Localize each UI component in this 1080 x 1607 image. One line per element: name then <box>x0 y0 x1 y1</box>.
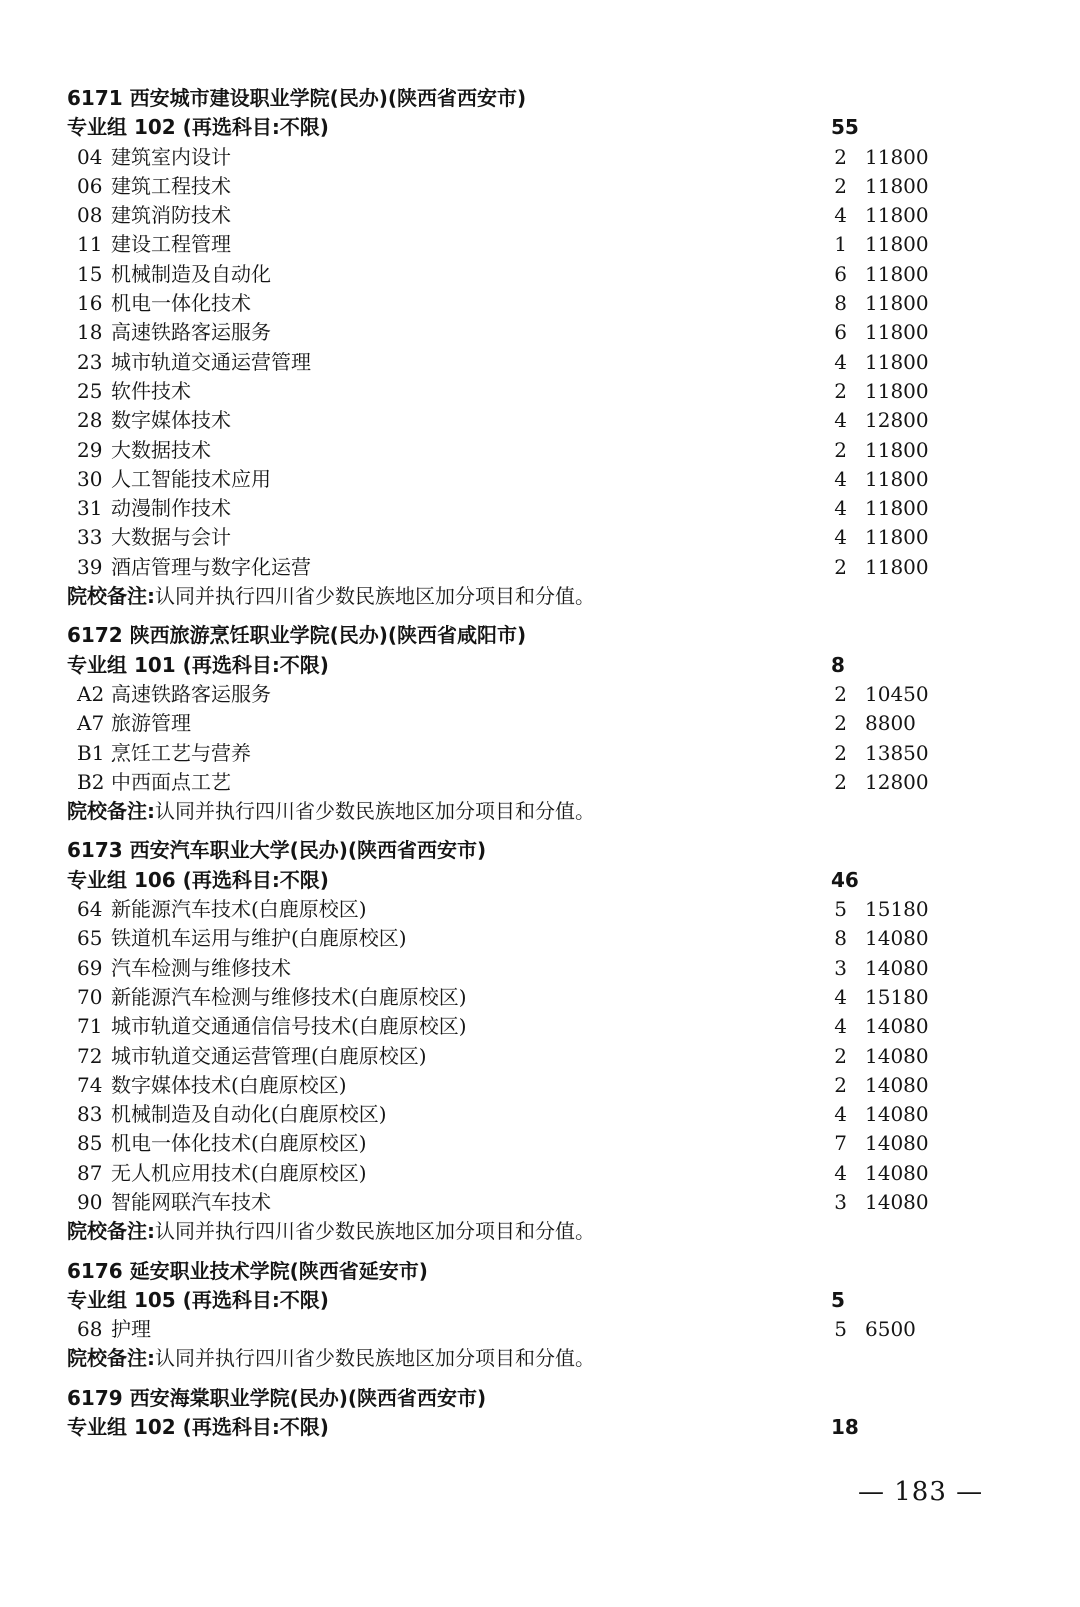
major-row <box>67 1071 967 1100</box>
major-fee: 14080 <box>865 955 929 980</box>
major-count: 2 <box>834 1072 847 1097</box>
major-row <box>67 318 967 347</box>
major-count: 2 <box>834 173 847 198</box>
major-name: 大数据技术 <box>111 437 211 462</box>
major-count: 4 <box>834 408 847 433</box>
major-fee: 15180 <box>865 984 929 1009</box>
major-count: 8 <box>834 291 847 316</box>
college-title: 6179 西安海棠职业学院(民办)(陕西省西安市) <box>67 1385 487 1410</box>
college-block <box>67 1384 967 1443</box>
major-fee: 11800 <box>865 349 929 374</box>
remark-text: 认同并执行四川省少数民族地区加分项目和分值。 <box>155 584 595 609</box>
college-title: 6171 西安城市建设职业学院(民办)(陕西省西安市) <box>67 86 527 110</box>
major-name: 高速铁路客运服务 <box>111 320 271 345</box>
major-name: 酒店管理与数字化运营 <box>111 554 311 579</box>
major-fee: 14080 <box>865 1014 929 1039</box>
major-count: 3 <box>834 1189 847 1214</box>
major-name: 护理 <box>111 1317 151 1342</box>
major-name: 机械制造及自动化 <box>111 261 271 286</box>
major-fee: 11800 <box>865 291 929 316</box>
major-count: 1 <box>834 232 847 257</box>
major-code: 39 <box>77 554 103 579</box>
major-code: 87 <box>77 1160 103 1185</box>
major-code: 23 <box>77 349 103 374</box>
major-fee: 12800 <box>865 769 929 794</box>
major-code: 64 <box>77 897 103 922</box>
major-name: 建筑工程技术 <box>111 173 231 198</box>
major-fee: 14080 <box>865 1189 929 1214</box>
major-code: 70 <box>77 984 103 1009</box>
major-code: 71 <box>77 1014 103 1039</box>
major-fee: 11800 <box>865 232 929 257</box>
major-name: 大数据与会计 <box>111 525 231 550</box>
major-group-count: 46 <box>831 867 859 892</box>
major-code: 90 <box>77 1189 103 1214</box>
college-remark <box>67 1344 967 1373</box>
major-fee: 11800 <box>865 525 929 550</box>
major-fee: 11800 <box>865 320 929 345</box>
major-row <box>67 1012 967 1041</box>
major-count: 6 <box>834 261 847 286</box>
major-row <box>67 1042 967 1071</box>
major-code: A2 <box>77 681 105 706</box>
major-group-label: 专业组 106 (再选科目:不限) <box>67 867 329 892</box>
major-fee: 14080 <box>865 1160 929 1185</box>
major-fee: 11800 <box>865 144 929 169</box>
major-count: 4 <box>834 1102 847 1127</box>
major-code: 16 <box>77 291 103 316</box>
major-count: 2 <box>834 437 847 462</box>
major-row <box>67 436 967 465</box>
major-fee: 14080 <box>865 1131 929 1156</box>
remark-label: 院校备注: <box>67 799 155 824</box>
major-group-row <box>67 1413 967 1442</box>
major-group-count: 5 <box>831 1287 845 1312</box>
major-row <box>67 143 967 172</box>
major-fee: 11800 <box>865 378 929 403</box>
major-row <box>67 680 967 709</box>
major-row <box>67 289 967 318</box>
remark-label: 院校备注: <box>67 584 155 609</box>
college-block <box>67 1257 967 1374</box>
major-name: 烹饪工艺与营养 <box>111 740 251 765</box>
remark-text: 认同并执行四川省少数民族地区加分项目和分值。 <box>155 1346 595 1371</box>
major-row <box>67 1188 967 1217</box>
major-count: 4 <box>834 984 847 1009</box>
major-row <box>67 1315 967 1344</box>
major-name: 机电一体化技术 <box>111 291 251 316</box>
major-row <box>67 406 967 435</box>
major-row <box>67 230 967 259</box>
major-name: 高速铁路客运服务 <box>111 681 271 706</box>
major-group-row <box>67 113 967 142</box>
major-name: 无人机应用技术(白鹿原校区) <box>111 1160 367 1185</box>
major-count: 6 <box>834 320 847 345</box>
major-row <box>67 739 967 768</box>
major-group-row <box>67 1286 967 1315</box>
major-group-row <box>67 866 967 895</box>
major-fee: 6500 <box>865 1317 916 1342</box>
college-block <box>67 84 967 611</box>
major-code: 83 <box>77 1102 103 1127</box>
major-count: 4 <box>834 496 847 521</box>
major-code: 68 <box>77 1317 103 1342</box>
major-row <box>67 954 967 983</box>
major-name: 软件技术 <box>111 378 191 403</box>
major-group-label: 专业组 102 (再选科目:不限) <box>67 115 329 140</box>
remark-text: 认同并执行四川省少数民族地区加分项目和分值。 <box>155 799 595 824</box>
major-code: 06 <box>77 173 103 198</box>
college-remark <box>67 582 967 611</box>
major-code: 04 <box>77 144 103 169</box>
major-name: 旅游管理 <box>111 711 191 736</box>
major-code: 74 <box>77 1072 103 1097</box>
major-count: 2 <box>834 769 847 794</box>
major-name: 人工智能技术应用 <box>111 466 271 491</box>
major-name: 新能源汽车检测与维修技术(白鹿原校区) <box>111 984 467 1009</box>
major-code: B1 <box>77 740 105 765</box>
college-title: 6176 延安职业技术学院(陕西省延安市) <box>67 1258 428 1283</box>
major-fee: 11800 <box>865 173 929 198</box>
major-fee: 14080 <box>865 1072 929 1097</box>
major-row <box>67 465 967 494</box>
major-count: 2 <box>834 681 847 706</box>
major-group-count: 18 <box>831 1415 859 1440</box>
college-block <box>67 621 967 826</box>
major-row <box>67 983 967 1012</box>
major-code: 11 <box>77 232 103 257</box>
major-code: 18 <box>77 320 103 345</box>
major-row <box>67 523 967 552</box>
major-count: 7 <box>834 1131 847 1156</box>
major-fee: 14080 <box>865 1043 929 1068</box>
major-code: 15 <box>77 261 103 286</box>
major-name: 建设工程管理 <box>111 232 231 257</box>
major-row <box>67 895 967 924</box>
major-name: 动漫制作技术 <box>111 496 231 521</box>
major-row <box>67 377 967 406</box>
college-title: 6173 西安汽车职业大学(民办)(陕西省西安市) <box>67 838 487 863</box>
major-count: 8 <box>834 926 847 951</box>
major-code: 28 <box>77 408 103 433</box>
college-title: 6172 陕西旅游烹饪职业学院(民办)(陕西省咸阳市) <box>67 623 527 648</box>
major-fee: 14080 <box>865 926 929 951</box>
major-name: 机电一体化技术(白鹿原校区) <box>111 1131 367 1156</box>
major-code: 69 <box>77 955 103 980</box>
college-remark <box>67 797 967 826</box>
major-count: 3 <box>834 955 847 980</box>
major-code: 85 <box>77 1131 103 1156</box>
major-group-label: 专业组 105 (再选科目:不限) <box>67 1287 329 1312</box>
remark-label: 院校备注: <box>67 1219 155 1244</box>
major-code: 30 <box>77 466 103 491</box>
major-row <box>67 924 967 953</box>
major-fee: 12800 <box>865 408 929 433</box>
admission-list <box>67 84 967 1442</box>
major-code: 72 <box>77 1043 103 1068</box>
major-fee: 11800 <box>865 466 929 491</box>
major-name: 新能源汽车技术(白鹿原校区) <box>111 897 367 922</box>
major-row <box>67 260 967 289</box>
college-block <box>67 836 967 1246</box>
major-code: 08 <box>77 203 103 228</box>
major-name: 城市轨道交通运营管理 <box>111 349 311 374</box>
major-name: 数字媒体技术(白鹿原校区) <box>111 1072 347 1097</box>
major-count: 4 <box>834 203 847 228</box>
major-code: 33 <box>77 525 103 550</box>
major-row <box>67 709 967 738</box>
major-name: 中西面点工艺 <box>111 769 231 794</box>
major-fee: 11800 <box>865 437 929 462</box>
major-name: 建筑室内设计 <box>111 144 231 169</box>
major-fee: 14080 <box>865 1102 929 1127</box>
college-remark <box>67 1217 967 1246</box>
major-name: 城市轨道交通运营管理(白鹿原校区) <box>111 1043 427 1068</box>
major-fee: 13850 <box>865 740 929 765</box>
major-count: 2 <box>834 378 847 403</box>
major-name: 机械制造及自动化(白鹿原校区) <box>111 1102 387 1127</box>
major-name: 建筑消防技术 <box>111 203 231 228</box>
major-name: 汽车检测与维修技术 <box>111 955 291 980</box>
major-row <box>67 348 967 377</box>
major-count: 4 <box>834 466 847 491</box>
remark-label: 院校备注: <box>67 1346 155 1371</box>
major-code: 31 <box>77 496 103 521</box>
major-group-row <box>67 651 967 680</box>
major-row <box>67 768 967 797</box>
major-row <box>67 494 967 523</box>
major-code: A7 <box>77 711 105 736</box>
major-code: 65 <box>77 926 103 951</box>
major-fee: 11800 <box>865 261 929 286</box>
major-name: 智能网联汽车技术 <box>111 1189 271 1214</box>
major-count: 2 <box>834 144 847 169</box>
major-group-label: 专业组 101 (再选科目:不限) <box>67 652 329 677</box>
major-code: B2 <box>77 769 105 794</box>
major-fee: 8800 <box>865 711 916 736</box>
major-count: 2 <box>834 554 847 579</box>
page-number: — 183 — <box>858 1477 984 1507</box>
major-count: 2 <box>834 711 847 736</box>
major-row <box>67 201 967 230</box>
major-fee: 10450 <box>865 681 929 706</box>
major-group-count: 55 <box>831 115 859 140</box>
major-count: 2 <box>834 740 847 765</box>
major-code: 25 <box>77 378 103 403</box>
major-row <box>67 172 967 201</box>
major-name: 城市轨道交通通信信号技术(白鹿原校区) <box>111 1014 467 1039</box>
major-count: 5 <box>834 897 847 922</box>
major-count: 4 <box>834 349 847 374</box>
major-count: 5 <box>834 1317 847 1342</box>
major-group-label: 专业组 102 (再选科目:不限) <box>67 1415 329 1440</box>
major-code: 29 <box>77 437 103 462</box>
major-group-count: 8 <box>831 652 845 677</box>
major-fee: 11800 <box>865 554 929 579</box>
major-fee: 15180 <box>865 897 929 922</box>
major-name: 数字媒体技术 <box>111 408 231 433</box>
major-count: 4 <box>834 525 847 550</box>
major-fee: 11800 <box>865 203 929 228</box>
major-fee: 11800 <box>865 496 929 521</box>
major-row <box>67 1129 967 1158</box>
major-count: 2 <box>834 1043 847 1068</box>
major-row <box>67 1159 967 1188</box>
major-row <box>67 1100 967 1129</box>
major-count: 4 <box>834 1014 847 1039</box>
remark-text: 认同并执行四川省少数民族地区加分项目和分值。 <box>155 1219 595 1244</box>
major-row <box>67 553 967 582</box>
major-name: 铁道机车运用与维护(白鹿原校区) <box>111 926 407 951</box>
major-count: 4 <box>834 1160 847 1185</box>
